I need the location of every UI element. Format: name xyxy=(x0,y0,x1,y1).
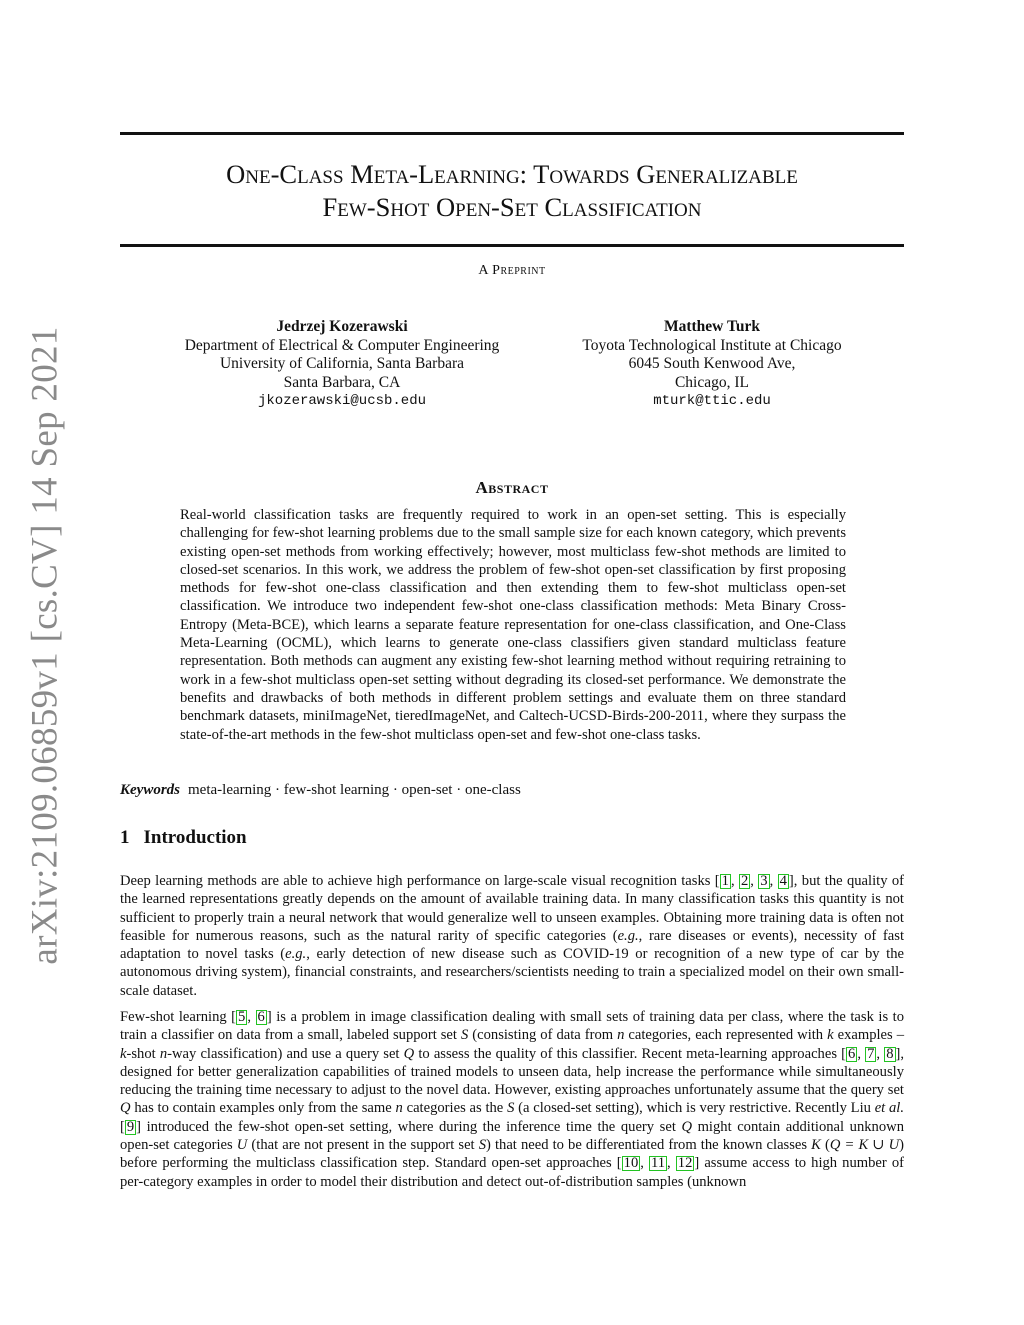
author-block-1 xyxy=(152,318,532,411)
citation-link[interactable]: 11 xyxy=(650,1155,666,1172)
preprint-label: A Preprint xyxy=(478,263,546,278)
author-block-2 xyxy=(522,318,902,411)
keywords-line xyxy=(120,782,521,799)
title-line-2: Few-Shot Open-Set Classification xyxy=(322,192,702,222)
arxiv-stamp-text: arXiv:2109.06859v1 [cs.CV] 14 Sep 2021 xyxy=(24,325,66,965)
author-email[interactable]: jkozerawski@ucsb.edu xyxy=(257,393,427,409)
citation-link[interactable]: 10 xyxy=(623,1155,639,1172)
citation-link[interactable]: 9 xyxy=(126,1118,135,1135)
citation-link[interactable]: 2 xyxy=(740,873,749,889)
author-institution: 6045 South Kenwood Ave, xyxy=(628,355,796,372)
citation-link[interactable]: 8 xyxy=(886,1045,894,1062)
author-dept: Department of Electrical & Computer Engineering xyxy=(184,336,500,354)
citation-link[interactable]: 3 xyxy=(760,873,768,889)
author-name: Jedrzej Kozerawski xyxy=(276,318,408,335)
author-location: Santa Barbara, CA xyxy=(283,373,401,391)
citation-link[interactable]: 5 xyxy=(238,1009,246,1025)
citation-link[interactable]: 6 xyxy=(257,1009,265,1025)
author-location: Chicago, IL xyxy=(674,373,750,391)
author-institution: University of California, Santa Barbara xyxy=(219,355,465,372)
section-number: 1 xyxy=(120,827,130,848)
author-email[interactable]: mturk@ttic.edu xyxy=(653,393,771,409)
keywords-text: meta-learning · few-shot learning · open-set · one-class xyxy=(188,782,521,798)
title-rule-top xyxy=(120,132,904,135)
title-rule-bottom xyxy=(120,244,904,247)
author-name: Matthew Turk xyxy=(663,318,761,335)
paper-title xyxy=(120,158,904,224)
abstract-heading: Abstract xyxy=(475,478,549,497)
arxiv-stamp xyxy=(24,325,66,965)
citation-link[interactable]: 1 xyxy=(721,873,729,889)
citation-link[interactable]: 6 xyxy=(848,1045,856,1062)
author-dept: Toyota Technological Institute at Chicago xyxy=(582,336,842,354)
title-line-1: One-Class Meta-Learning: Towards Generalizable xyxy=(226,159,798,189)
citation-link[interactable]: 12 xyxy=(677,1155,693,1172)
paragraph-2: Few-shot learning [ 5 , 6 ] is a problem in image classification dealing with small sets of training data per class, where the task is to train a classifier on data from a small, labeled support set S (consisting of data from n categories, each represented with k examples – k-shot n-way classification) and use a query set Q to assess the quality of this classifier. Recent meta-learning approaches [ 6 , 7 , 8 ], designed for better generalization capabilities of trained models to unseen data, help increase the performance while simultaneously reducing the training time necessary to adjust to the novel data. However, existing approaches unfortunately assume that the query set Q has to contain examples only from the same n categories as the S (a closed-set setting), which is very restrictive. Recently Liu et al. [ 9 ] introduced the few-shot open-set setting, where during the inference time the query set Q might contain additional unknown open-set categories U (that are not present in the support set S) that need to be differentiated from the known classes K (Q = K ∪ U) before performing the multiclass classification step. Standard open-set approaches [ 10 , 11 , 12 ] assume access to high number of per-category examples in order to model their distribution and detect out-of-distribution samples (unknown xyxy=(120,1009,905,1190)
paragraph-1: Deep learning methods are able to achieve high performance on large-scale visual recognition tasks [ 1 , 2 , 3 , 4 ], but the quality of the learned representations greatly depends on the amount of available training data. In many classification tasks this quantity is not sufficient to properly train a neural network that would generalize well to unseen examples. Obtaining more training data is often not feasible for numerous reasons, such as the natural rarity of specific categories (e.g., rare diseases or events), necessity of fast adaptation to novel tasks (e.g., early detection of new disease such as COVID-19 or recognition of a new type of car by the autonomous driving system), financial constraints, and researchers/scientists needing to train a specialized model on their own small-scale dataset. xyxy=(120,873,905,999)
keywords-label: Keywords xyxy=(120,782,180,798)
section-title: Introduction xyxy=(143,827,247,848)
citation-link[interactable]: 4 xyxy=(779,873,787,889)
section-heading xyxy=(120,827,247,849)
citation-link[interactable]: 7 xyxy=(867,1045,875,1062)
abstract-text: Real-world classification tasks are frequently required to work in an open-set setting. This is especially challenging for few-shot learning problems due to the small sample size for each known category, which prevents existing open-set methods from working effectively; however, most multiclass few-shot methods are limited to closed-set scenarios. In this work, we address the problem of few-shot open-set classification by first proposing methods for few-shot one-class classification and then extending them to few-shot multiclass open-set classification. We introduce two independent few-shot one-class classification methods: Meta Binary Cross-Entropy (Meta-BCE), which learns a separate feature representation for one-class classification, and One-Class Meta-Learning (OCML), which learns to generate one-class classifiers given standard multiclass feature representation. Both methods can augment any existing few-shot learning method without requiring retraining to work in a few-shot multiclass open-set setting without degrading its closed-set performance. We demonstrate the benefits and drawbacks of both methods in different problem settings and evaluate them on three standard benchmark datasets, miniImageNet, tieredImageNet, and Caltech-UCSD-Birds-200-2011, where they surpass the state-of-the-art methods in the few-shot multiclass open-set and few-shot one-class tasks. xyxy=(180,507,846,743)
